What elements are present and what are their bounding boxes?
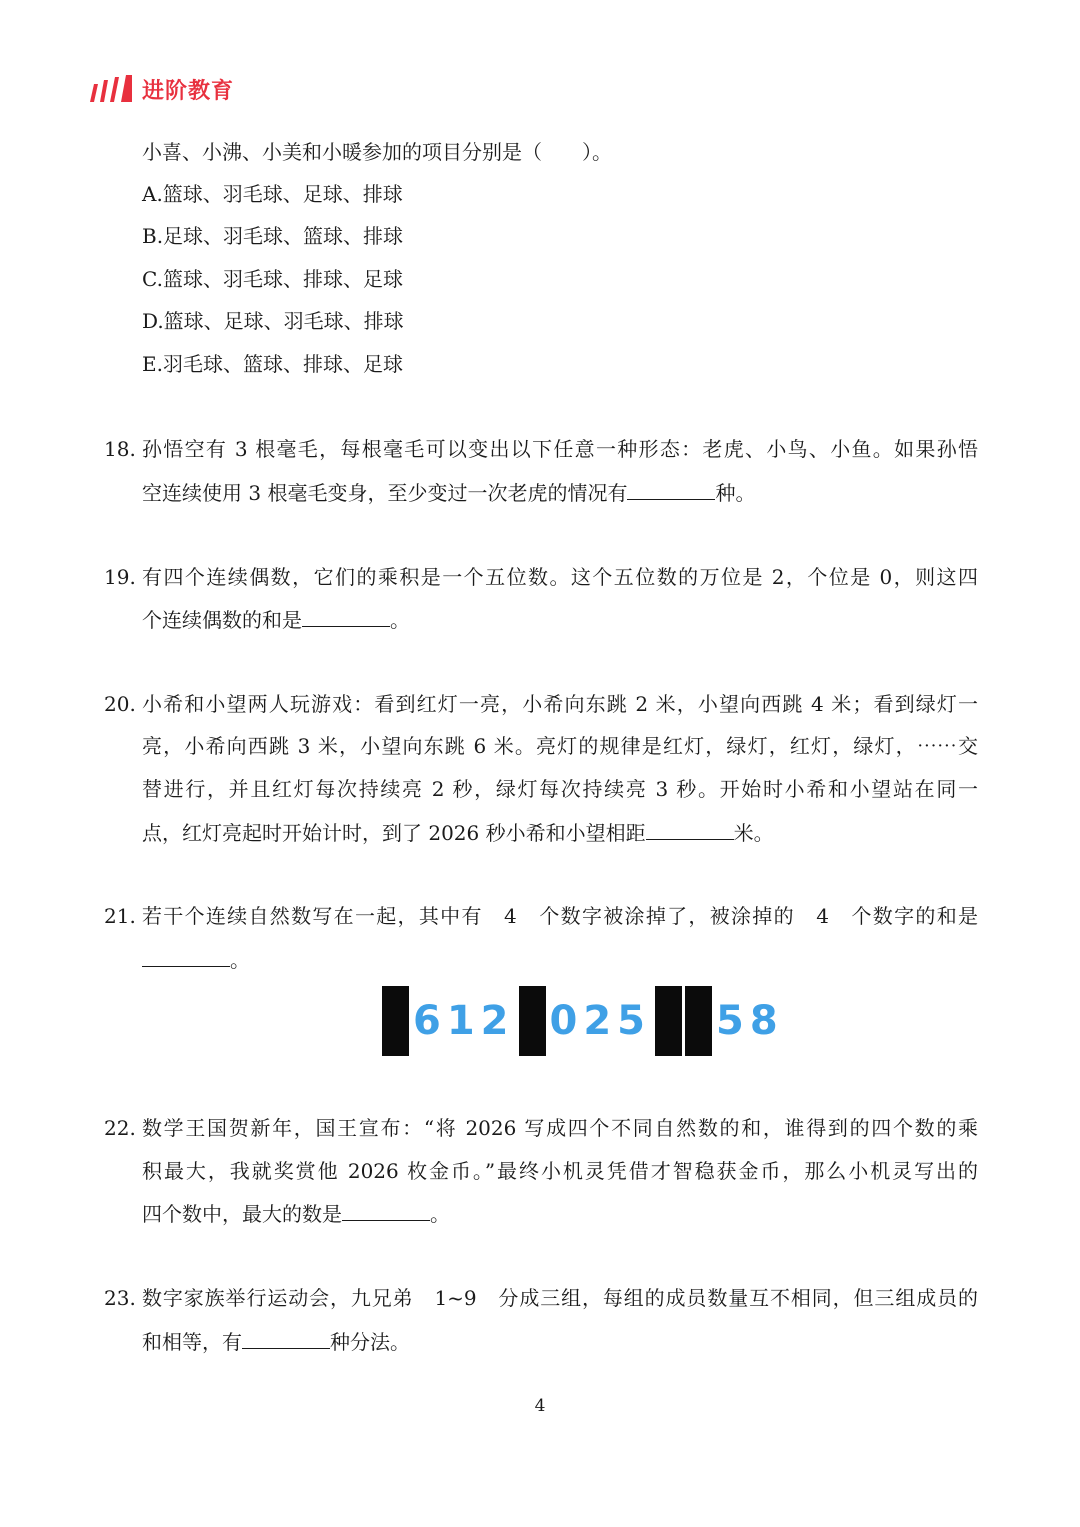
digit-group-3: 58 (716, 998, 784, 1044)
q20-line4-post: 米。 (733, 821, 774, 845)
answer-blank (142, 944, 230, 967)
logo-text: 进阶教育 (142, 78, 235, 104)
q22-line3-pre: 四个数中，最大的数是 (142, 1202, 342, 1226)
q18-line2 (142, 477, 755, 508)
q21-number: 21. (104, 904, 136, 928)
q19-number: 19. (104, 565, 136, 589)
q18-number: 18. (104, 437, 136, 461)
q19-line1: 有四个连续偶数，它们的乘积是一个五位数。这个五位数的万位是 2，个位是 0，则这四 (142, 565, 978, 589)
q23-line2-post: 种分法。 (330, 1330, 410, 1354)
smear-bar (519, 986, 546, 1056)
q17-option-d: D.篮球、足球、羽毛球、排球 (142, 309, 404, 333)
q22-line3-post: 。 (430, 1202, 450, 1226)
q22-line3 (142, 1198, 450, 1229)
q20-line4-pre: 点，红灯亮起时开始计时，到了 2026 秒小希和小望相距 (142, 821, 646, 845)
digit-group-1: 612 (413, 998, 515, 1044)
page-number: 4 (534, 1396, 546, 1416)
q20-line2: 亮，小希向西跳 3 米，小望向东跳 6 米。亮灯的规律是红灯，绿灯，红灯，绿灯，⋯⋯交 (142, 734, 978, 758)
smear-bar (382, 986, 409, 1056)
q20-line3: 替进行，并且红灯每次持续亮 2 秒，绿灯每次持续亮 3 秒。开始时小希和小望站在同一 (142, 777, 978, 801)
smeared-number-figure (382, 986, 788, 1056)
q17-stem: 小喜、小沸、小美和小暖参加的项目分别是（ ）。 (142, 140, 612, 164)
q22-line2: 积最大，我就奖赏他 2026 枚金币。”最终小机灵凭借才智稳获金币，那么小机灵写出的 (142, 1159, 978, 1183)
brand-logo (88, 72, 234, 106)
q17-option-c: C.篮球、羽毛球、排球、足球 (142, 267, 403, 291)
q18-line2-post: 种。 (715, 481, 756, 505)
smear-bar (685, 986, 712, 1056)
answer-blank (627, 477, 715, 500)
q23-line2-pre: 和相等，有 (142, 1330, 242, 1354)
q18-line1: 孙悟空有 3 根毫毛，每根毫毛可以变出以下任意一种形态：老虎、小鸟、小鱼。如果孙悟 (142, 437, 978, 461)
q21-line2-post: 。 (230, 948, 250, 972)
q19-line2 (142, 604, 410, 635)
answer-blank (342, 1198, 430, 1221)
smear-bar (655, 986, 682, 1056)
q23-line1: 数字家族举行运动会，九兄弟 1~9 分成三组，每组的成员数量互不相同，但三组成员的 (142, 1286, 978, 1310)
digit-group-2: 025 (549, 998, 651, 1044)
q21-line2 (142, 944, 250, 975)
q19-line2-post: 。 (390, 608, 410, 632)
q22-line1: 数学王国贺新年，国王宣布：“将 2026 写成四个不同自然数的和，谁得到的四个数的乘 (142, 1116, 978, 1140)
q20-line1: 小希和小望两人玩游戏：看到红灯一亮，小希向东跳 2 米，小望向西跳 4 米；看到绿灯一 (142, 692, 978, 716)
q20-number: 20. (104, 692, 136, 716)
q17-option-a: A.篮球、羽毛球、足球、排球 (142, 182, 403, 206)
logo-books-icon (88, 74, 134, 104)
q21-line1: 若干个连续自然数写在一起，其中有 4 个数字被涂掉了，被涂掉的 4 个数字的和是 (142, 904, 978, 928)
q17-option-e: E.羽毛球、篮球、排球、足球 (142, 352, 403, 376)
q19-line2-pre: 个连续偶数的和是 (142, 608, 302, 632)
answer-blank (302, 604, 390, 627)
q17-option-b: B.足球、羽毛球、篮球、排球 (142, 224, 404, 248)
q20-line4 (142, 817, 774, 848)
answer-blank (242, 1326, 330, 1349)
q18-line2-pre: 空连续使用 3 根毫毛变身，至少变过一次老虎的情况有 (142, 481, 628, 505)
q23-line2 (142, 1326, 410, 1357)
q22-number: 22. (104, 1116, 136, 1140)
answer-blank (646, 817, 734, 840)
q23-number: 23. (104, 1286, 136, 1310)
